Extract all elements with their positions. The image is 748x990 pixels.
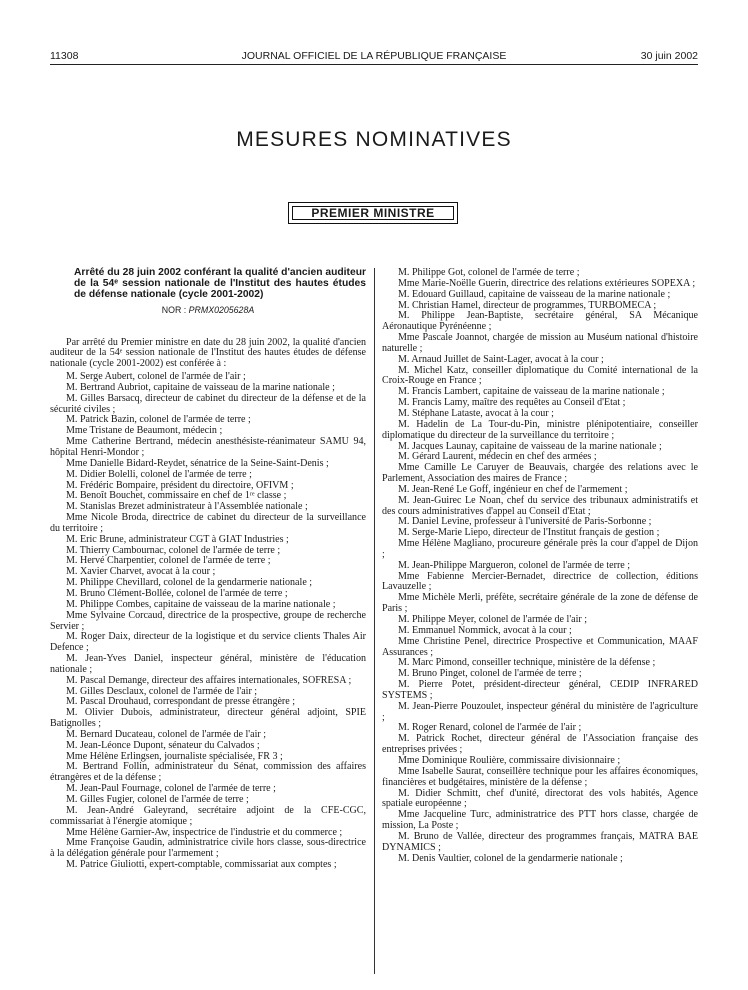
nominee-entry: M. Daniel Levine, professeur à l'université de Paris-Sorbonne ; (398, 516, 652, 528)
nominee-entry: Mme Fabienne Mercier-Bernadet, directrice de collection, éditions Lavauzelle ; (382, 570, 698, 593)
nominee-entry: M. Patrick Bazin, colonel de l'armée de terre ; (66, 414, 251, 426)
nominee-entry: M. Benoît Bouchet, commissaire en chef de 1ʳᵉ classe ; (66, 490, 287, 502)
nominee-entry: M. Eric Brune, administrateur CGT à GIAT Industries ; (66, 533, 289, 545)
nominee-entry: M. Denis Vaultier, colonel de la gendarmerie nationale ; (398, 852, 623, 864)
nominee-entry: M. Marc Pimond, conseiller technique, ministère de la défense ; (398, 657, 656, 669)
nominee-entry: Mme Hélène Magliano, procureure générale près la cour d'appel de Dijon ; (382, 538, 698, 560)
nominee-entry: M. Pascal Drouhaud, correspondant de presse étrangère ; (66, 696, 296, 708)
nominee-entry: M. Bruno Clément-Bollée, colonel de l'armée de terre ; (66, 587, 288, 599)
nominee-entry: M. Jean-Guirec Le Noan, chef du service des tribunaux administratifs et des cours administratives d'appel au Conseil d'Etat ; (382, 494, 698, 517)
nominee-entry: M. Serge-Marie Liepo, directeur de l'Institut français de gestion ; (398, 527, 660, 539)
nominee-entry: M. Hervé Charpentier, colonel de l'armée de terre ; (66, 555, 271, 567)
page-number: 11308 (50, 50, 79, 62)
nominee-entry: Mme Camille Le Caruyer de Beauvais, chargée des relations avec le Parlement, Association des maires de France ; (382, 462, 698, 485)
nominee-entry: M. Philippe Combes, capitaine de vaisseau de la marine nationale ; (66, 598, 336, 610)
nominee-entry: Mme Françoise Gaudin, administratrice civile hors classe, sous-directrice à la délégation générale pour l'armement ; (50, 837, 366, 860)
nominee-entry: Mme Dominique Roulière, commissaire divisionnaire ; (398, 754, 621, 766)
nominee-entry: M. Roger Daix, directeur de la logistique et du service clients Thales Air Defence ; (50, 631, 366, 654)
nominee-entry: Mme Marie-Noëlle Guerin, directrice des relations extérieures SOPEXA ; (398, 277, 696, 289)
nominee-entry: M. Jean-Léonce Dupont, sénateur du Calvados ; (66, 739, 260, 751)
nominee-entry: M. Bruno de Vallée, directeur des programmes français, MATRA BAE DYNAMICS ; (382, 830, 698, 853)
ministry-label: PREMIER MINISTRE (292, 206, 454, 220)
nominee-entry: M. Arnaud Juillet de Saint-Lager, avocat à la cour ; (398, 353, 604, 365)
right-column (382, 268, 698, 864)
nominee-entry: Mme Pascale Joannot, chargée de mission au Muséum national d'histoire naturelle ; (382, 332, 698, 354)
nominee-entry: Mme Sylvaine Corcaud, directrice de la prospective, groupe de recherche Servier ; (50, 609, 366, 632)
nominee-entry: M. Bruno Pinget, colonel de l'armée de terre ; (398, 668, 582, 680)
nominee-entry: M. Olivier Dubois, administrateur, directeur général adjoint, SPIE Batignolles ; (50, 707, 366, 730)
nominee-entry: Mme Christine Penel, directrice Prospective et Communication, MAAF Assurances ; (382, 635, 698, 658)
nominee-entry: M. Frédéric Bompaire, président du directoire, OFIVM ; (66, 479, 294, 491)
nominee-entry: M. Serge Aubert, colonel de l'armée de l'air ; (66, 371, 246, 383)
nominee-entry: Mme Nicole Broda, directrice de cabinet du directeur de la surveillance du territoire ; (50, 512, 366, 534)
nominee-entry: M. Gilles Desclaux, colonel de l'armée de l'air ; (66, 685, 258, 697)
nominee-entry: M. Bernard Ducateau, colonel de l'armée de l'air ; (66, 728, 267, 740)
ministry-box (288, 202, 458, 224)
arrete-title: Arrêté du 28 juin 2002 conférant la qualité d'ancien auditeur de la 54ᵉ session nationale de l'Institut des hautes études de défense nationale (cycle 2001-2002) (74, 267, 366, 300)
nominee-entry: Mme Hélène Erlingsen, journaliste spécialisée, FR 3 ; (66, 750, 283, 762)
nominee-entry: M. Jean-Paul Fournage, colonel de l'armée de terre ; (66, 783, 276, 795)
nominee-entry: M. Francis Lamy, maître des requêtes au Conseil d'Etat ; (398, 397, 626, 409)
nominee-entry: M. Gilles Fugier, colonel de l'armée de terre ; (66, 794, 249, 805)
nominee-entry: Mme Catherine Bertrand, médecin anesthésiste-réanimateur SAMU 94, hôpital Henri-Mondor ; (50, 436, 366, 458)
nominee-entry: M. Jacques Launay, capitaine de vaisseau de la marine nationale ; (398, 440, 662, 452)
nominee-entry: M. Bertrand Follin, administrateur du Sénat, commission des affaires étrangères et de la défense ; (50, 761, 366, 784)
nominee-entry: M. Pierre Potet, président-directeur général, CEDIP INFRARED SYSTEMS ; (382, 679, 698, 701)
nominee-entry: M. Emmanuel Nommick, avocat à la cour ; (398, 624, 572, 636)
section-heading: MESURES NOMINATIVES (236, 128, 512, 151)
nominee-entry: Mme Hélène Garnier-Aw, inspectrice de l'industrie et du commerce ; (66, 826, 343, 838)
issue-date: 30 juin 2002 (640, 50, 698, 62)
column-divider (374, 268, 375, 974)
nominee-entry: M. Jean-Pierre Pouzoulet, inspecteur général du ministère de l'agriculture ; (382, 700, 698, 723)
nominee-entry: M. Gérard Laurent, médecin en chef des armées ; (398, 451, 597, 463)
nominee-entry: Mme Tristane de Beaumont, médecin ; (66, 425, 223, 437)
nominee-entry: M. Francis Lambert, capitaine de vaisseau de la marine nationale ; (398, 386, 665, 398)
nominee-entry: M. Bertrand Aubriot, capitaine de vaisseau de la marine nationale ; (66, 381, 335, 393)
nominee-list-left (50, 372, 366, 871)
nor-label: NOR : (161, 304, 187, 315)
nominee-list-right (382, 268, 698, 864)
nominee-entry: Mme Jacqueline Turc, administratrice des PTT hors classe, chargée de mission, La Poste ; (382, 809, 698, 832)
nominee-entry: M. Jean-Philippe Margueron, colonel de l'armée de terre ; (398, 559, 631, 571)
nominee-entry: M. Jean-André Galeyrand, secrétaire adjoint de la CFE-CGC, commissariat à l'énergie atomique ; (50, 804, 366, 827)
nominee-entry: M. Edouard Guillaud, capitaine de vaisseau de la marine nationale ; (398, 288, 671, 300)
nominee-entry: M. Thierry Cambournac, colonel de l'armée de terre ; (66, 544, 281, 556)
nor-value: PRMX0205628A (188, 304, 255, 315)
nominee-entry: Mme Isabelle Saurat, conseillère technique pour les affaires économiques, financières et budgétaires, ministère de la défense ; (382, 765, 698, 788)
nominee-entry: M. Hadelin de La Tour-du-Pin, ministre plénipotentiaire, conseiller diplomatique du directeur de la surveillance du territoire ; (382, 418, 698, 441)
nominee-entry: Mme Michèle Merli, préfète, secrétaire générale de la zone de défense de Paris ; (382, 592, 698, 615)
nominee-entry: M. Roger Renard, colonel de l'armée de l'air ; (398, 722, 582, 734)
nominee-entry: M. Stanislas Brezet administrateur à l'Assemblée nationale ; (66, 501, 308, 513)
nominee-entry: M. Jean-Yves Daniel, inspecteur général, ministère de l'éducation nationale ; (50, 653, 366, 675)
nominee-entry: M. Pascal Demange, directeur des affaires internationales, SOFRESA ; (66, 674, 352, 686)
nominee-entry: M. Jean-René Le Goff, ingénieur en chef de l'armement ; (398, 483, 628, 495)
nominee-entry: M. Philippe Chevillard, colonel de la gendarmerie nationale ; (66, 577, 313, 589)
journal-title: JOURNAL OFFICIEL DE LA RÉPUBLIQUE FRANÇAISE (241, 50, 507, 62)
header-rule (50, 64, 698, 65)
nominee-entry: M. Xavier Charvet, avocat à la cour ; (66, 566, 216, 578)
nominee-entry: M. Philippe Jean-Baptiste, secrétaire général, SA Mécanique Aéronautique Pyrénéenne ; (382, 310, 698, 333)
nominee-entry: M. Christian Hamel, directeur de programmes, TURBOMECA ; (398, 299, 657, 311)
nominee-entry: M. Philippe Meyer, colonel de l'armée de l'air ; (398, 614, 588, 625)
nor-reference (50, 305, 366, 316)
nominee-entry: M. Philippe Got, colonel de l'armée de terre ; (398, 267, 580, 278)
nominee-entry: M. Patrice Giuliotti, expert-comptable, commissariat aux comptes ; (66, 859, 337, 871)
nominee-entry: M. Patrick Rochet, directeur général de l'Association française des entreprises privées ; (382, 733, 698, 756)
nominee-entry: M. Gilles Barsacq, directeur de cabinet du directeur de la défense et de la sécurité civiles ; (50, 392, 366, 415)
nominee-entry: M. Stéphane Lataste, avocat à la cour ; (398, 407, 554, 419)
nominee-entry: Mme Danielle Bidard-Reydet, sénatrice de la Seine-Saint-Denis ; (66, 457, 329, 469)
nominee-entry: M. Didier Schmitt, chef d'unité, directorat des vols habités, Agence spatiale européenne ; (382, 787, 698, 810)
left-column (50, 268, 366, 871)
nominee-entry: M. Michel Katz, conseiller diplomatique du Comité international de la Croix-Rouge en France ; (382, 364, 698, 387)
nominee-entry: M. Didier Bolelli, colonel de l'armée de terre ; (66, 468, 252, 480)
arrete-intro: Par arrêté du Premier ministre en date du 28 juin 2002, la qualité d'ancien auditeur de la 54ᵉ session nationale de l'Institut des hautes études de défense nationale (cycle 2001-2002) est conférée à : (50, 336, 366, 370)
